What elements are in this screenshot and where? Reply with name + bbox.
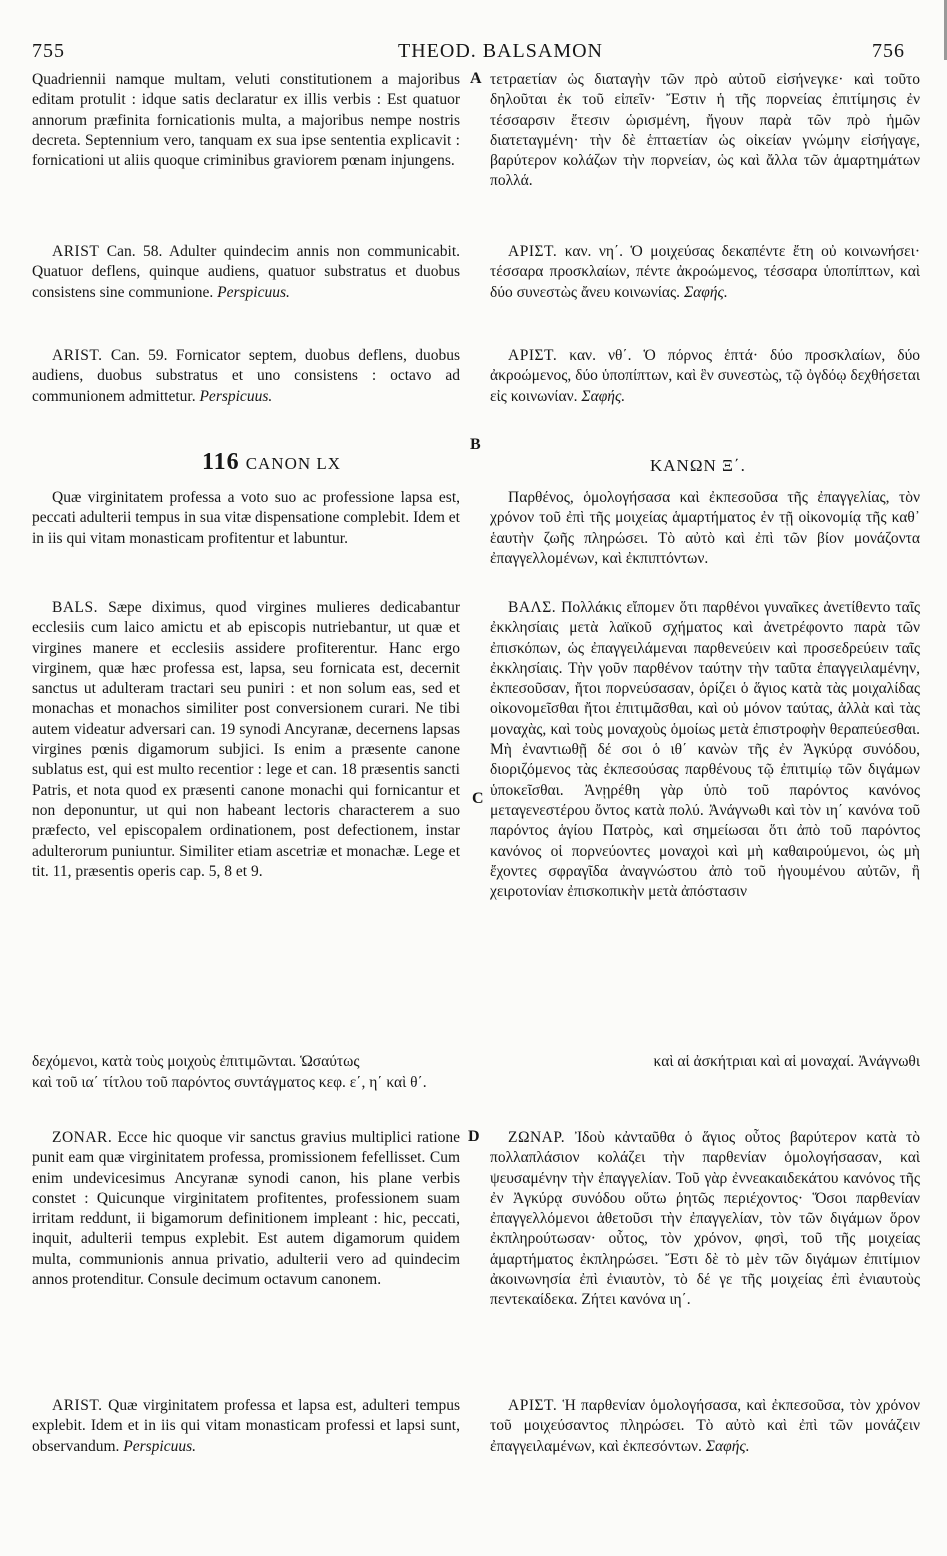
- greek-canon-text-block: [490, 488, 920, 569]
- latin-arist-59-text: Can. 59. Fornicator septem, duobus deflens, duobus audiens, duobus substratus et uno consistens : octavo ad communionem admittetur.: [32, 347, 460, 405]
- margin-marker-d: D: [468, 1128, 480, 1145]
- latin-arist-59-tag: Perspicuus.: [199, 387, 273, 405]
- greek-canon-text: Παρθένος, ὁμολογήσασα καὶ ἐκπεσοῦσα τῆς ἐπαγγελίας, τὸν χρόνον τοῦ ἐπὶ τῆς μοιχείας ἁμαρτήματος ἐν τῇ οἰκονομίᾳ τῆς καθ᾽ ἑαυτὴν ζωῆς πληρώσει. Τὸ αὐτὸ καὶ ἐπὶ τῶν βίον μονάζοντα ἐπαγγελλομένων, καὶ ἐκπιπτόντων.: [490, 489, 920, 567]
- bridge-line-2-text: καὶ τοῦ ια΄ τίτλου τοῦ παρόντος συντάγματος κεφ. ε΄, η΄ καὶ θ΄.: [32, 1074, 427, 1091]
- greek-bals-label: ΒΑΛΣ.: [508, 599, 557, 616]
- latin-canon-text-block: [32, 488, 460, 549]
- greek-intro-text: τετραετίαν ὡς διαταγὴν τῶν πρὸ αὐτοῦ εἰσήνεγκε· καὶ τοῦτο δηλοῦται ἐκ τοῦ εἰπεῖν· Ἔστιν ἡ τῆς πορνείας ἐπιτίμησις ἐν τέσσαρσιν ἔτεσιν ὡρισμένη, ἤγουν παρὰ τῶν πρὸ ἡμῶν διατεταγμένη· τὴν δὲ ἑπταετίαν ὡς οἰκείαν γνώμην εἰσήγαγε, βαρύτερον κολάζων τὴν πορνείαν, ὡς καὶ ἄλλα τῶν ἁμαρτημάτων πολλά.: [490, 71, 920, 190]
- greek-arist-59-text: καν. νθ΄. Ὁ πόρνος ἑπτά· δύο προσκλαίων, δύο ἀκροώμενος, δύο ὑποπίπτων, καὶ ἓν συνεστὼς, τῷ ὀγδόῳ δεχθήσεται εἰς κοινωνίαν.: [490, 347, 920, 405]
- latin-arist-end: [32, 1396, 460, 1457]
- latin-arist-end-text: Quæ virginitatem professa et lapsa est, adulteri tempus explebit. Idem et in iis qui vitam monasticam professi et lapsi sunt, observandum.: [32, 1397, 460, 1455]
- greek-canon-heading: [650, 456, 746, 476]
- greek-arist-end-label: ΑΡΙΣΤ.: [508, 1397, 558, 1414]
- latin-canon-text: Quæ virginitatem professa a voto suo ac professione lapsa est, peccati adulterii tempus in sua vitæ dispensatione complebit. Idem et in iis qui vitam monasticam profitentur et labuntur.: [32, 489, 460, 547]
- latin-bals: [32, 598, 460, 882]
- bridge-right-text: καὶ αἱ ἀσκήτριαι καὶ αἱ μοναχαί. Ἀνάγνωθι: [653, 1053, 920, 1070]
- latin-arist-58-text: Can. 58. Adulter quindecim annis non communicabit. Quatuor deflens, quinque audiens, quatuor substratus et duobus consistens sine communione.: [32, 243, 460, 301]
- latin-arist-59: [32, 346, 460, 407]
- latin-canon-heading: [202, 449, 342, 475]
- greek-arist-58-label: ΑΡΙΣΤ.: [508, 243, 558, 260]
- greek-bals-text: Πολλάκις εἴπομεν ὅτι παρθένοι γυναῖκες ἀνετίθεντο ταῖς ἐκκλησίαις μετὰ λαϊκοῦ σχήματος καὶ ἀνετρέφοντο παρὰ τῶν ἐπισκόπων, ὡς ἐπαγγειλάμεναι παρθενεύειν καὶ προσεδρεύειν ταῖς ἐκκλησίαις. Τὴν γοῦν παρθένον ταύτην τὴν ταῦτα ἐπαγγειλαμένην, ἐκπεσοῦσαν, ἤτοι πορνεύσασαν, ὁρίζει ὁ ἅγιος κατὰ τὰς μοιχαλίδας οἰκονομεῖσθαι ἤτοι ἐπιτιμᾶσθαι, καὶ οὐ μόνον ταύτας, ἀλλὰ καὶ τὰς μοναχὰς, καὶ τοὺς μοναχοὺς ὁμοίως μετὰ ἐπιστροφὴν θεραπεύεσθαι. Μὴ ἐναντιωθῇ δέ σοι ὁ ιθ΄ κανὼν τῆς ἐν Ἀγκύρᾳ συνόδου, διοριζόμενος τὰς ἐκπεσούσας παρθένους τῷ ἐπιτιμίῳ τῶν διγάμων ὑποκεῖσθαι. Ἀνῃρέθη γὰρ ὑπὸ τοῦ παρόντος κανόνος μεταγενεστέρου ὄντος κατὰ πολύ. Ἀνάγνωθι καὶ τὸν ιη΄ κανόνα τοῦ παρόντος ἁγίου Πατρὸς, καὶ σημείωσαι ὅτι ἀπὸ τοῦ παρόντος κανόνος οἱ πορνεύοντες μοναχοὶ καὶ μὴ καθαιρούμενοι, ὡς μὴ ἔχοντες σφραγῖδα ἀναγνώστου ἀπὸ τοῦ ἡγουμένου αὐτῶν, ἢ χειροτονίαν ἐπισκοπικὴν μετὰ ἀπόστασιν: [490, 599, 921, 901]
- greek-arist-end-text: Ἡ παρθενίαν ὁμολογήσασα, καὶ ἐκπεσοῦσα, τὸν χρόνον τοῦ μοιχεύσαντος πληρώσει. Τὸ αὐτὸ καὶ ἐπὶ τῶν μονάζειν ἐπαγγειλαμένων, καὶ ἐκπεσόντων.: [490, 1397, 920, 1455]
- greek-arist-end: [490, 1396, 920, 1457]
- greek-arist-58: [490, 242, 920, 303]
- latin-arist-end-label: ARIST.: [52, 1397, 103, 1414]
- bridge-line-1: [32, 1052, 920, 1072]
- greek-canon-title: ΚΑΝΩΝ Ξ΄.: [650, 456, 746, 475]
- greek-arist-59-tag: Σαφής.: [581, 387, 626, 405]
- greek-zonar-label: ΖΩΝΑΡ.: [508, 1129, 566, 1146]
- latin-intro: [32, 70, 460, 171]
- left-page-number: 755: [32, 40, 65, 62]
- running-title: THEOD. BALSAMON: [398, 40, 603, 62]
- greek-arist-58-tag: Σαφής.: [683, 283, 728, 301]
- bridge-line-2: [32, 1073, 920, 1093]
- latin-arist-58: [32, 242, 460, 303]
- greek-arist-58-text: καν. νη΄. Ὁ μοιχεύσας δεκαπέντε ἔτη οὐ κοινωνήσει· τέσσαρα προσκλαίων, πέντε ἀκροώμενος, τέσσαρα ὑποπίπτων, καὶ δύο συνεστὼς ἄνευ κοινωνίας.: [490, 243, 920, 301]
- greek-arist-59-label: ΑΡΙΣΤ.: [508, 347, 558, 364]
- greek-intro: [490, 70, 920, 192]
- greek-arist-59: [490, 346, 920, 407]
- margin-marker-a: A: [470, 70, 482, 87]
- greek-zonar-text: Ἰδοὺ κἀνταῦθα ὁ ἅγιος οὗτος βαρύτερον κατὰ τὸ πολλαπλάσιον κολάζει τὴν παρθενίαν ὁμολογήσασαν, καὶ ψευσαμένην τὴν ἐπαγγελίαν. Τοῦ γὰρ ἐννεακαιδεκάτου κανόνος τῆς ἐν Ἀγκύρᾳ συνόδου οὕτω ῥητῶς περιέχοντος· Ὅσοι παρθενίαν ἐπαγγελλόμενοι ἀθετοῦσι τὴν ἐπαγγελίαν, τὸν τῶν διγάμων ὅρον ἐκπληρούτωσαν· οὗτος, τὸν χρόνον, φησὶ, τοῦ τῆς μοιχείας ἁμαρτήματος ἐκπληρώσει. Ἔστι δὲ τὸ μὲν τῶν διγάμων ἐπιτίμιον ἀκοινωνησία ἐπὶ ἐνιαυτὸν, τὸ δέ γε τῆς μοιχείας ἐπὶ ἐνιαυτοὺς πεντεκαίδεκα. Ζήτει κανόνα ιη΄.: [490, 1129, 920, 1309]
- latin-bals-label: BALS.: [52, 599, 98, 616]
- latin-arist-end-tag: Perspicuus.: [123, 1437, 197, 1455]
- latin-intro-text: Quadriennii namque multam, veluti constitutionem a majoribus editam protulit : idque satis declaratur ex illis verbis : Est quatuor annorum præfinita fornicationis multa, a majoribus nempe nostris decreta. Septennium vero, tanquam ex sua ipse sententia explicavit : fornicationi ut aliis quoque criminibus graviorem pœnam injungens.: [32, 71, 460, 170]
- greek-bals: [490, 598, 920, 902]
- latin-arist-58-label: ARIST: [52, 243, 100, 260]
- margin-marker-b: B: [470, 436, 481, 453]
- canon-number: 116: [202, 449, 240, 475]
- latin-canon-title: CANON LX: [245, 454, 342, 473]
- bridge-left-text: δεχόμενοι, κατὰ τοὺς μοιχοὺς ἐπιτιμῶνται. Ὡσαύτως: [32, 1053, 360, 1070]
- latin-arist-58-tag: Perspicuus.: [217, 283, 290, 301]
- latin-arist-59-label: ARIST.: [52, 347, 103, 364]
- margin-marker-c: C: [472, 790, 484, 807]
- latin-bals-text: Sæpe diximus, quod virgines mulieres dedicabantur ecclesiis cum laico amictu et ab episcopis nutriebantur, ut quæ et virgines manere et ecclesiis assidere profiterentur. Hanc ergo virginem, quæ hæc professa est, lapsa, seu fornicata est, decernit sanctus ut adulteram tractari seu puniri : et non solum eas, sed et monachas et monachos similiter post conversionem curari. Ne tibi autem videatur adversari can. 19 synodi Ancyranæ, decernens lapsas virgines pœnis digamorum subjici. Is enim a præsente canone sublatus est, qui est multo recentior : lege et can. 18 præsentis sancti Patris, et nota quod ex præsenti canone monachi qui fornicantur et non deponuntur, ut qui non habeant lectoris characterem a suo præfecto, vel episcopalem ordinationem, post defectionem, instar adulterorum puniuntur. Similiter etiam ascetriæ et monachæ. Lege et tit. 11, præsentis operis cap. 5, 8 et 9.: [32, 599, 460, 880]
- right-page-number: 756: [872, 40, 905, 62]
- greek-zonar: [490, 1128, 920, 1311]
- latin-zonar: [32, 1128, 460, 1290]
- latin-zonar-label: ZONAR.: [52, 1129, 113, 1146]
- greek-arist-end-tag: Σαφής.: [705, 1437, 750, 1455]
- latin-zonar-text: Ecce hic quoque vir sanctus gravius multiplici ratione punit eam quæ virginitatem professa, promissionem fefellisset. Cum enim undevicesimus Ancyranæ synodi canon, his plane verbis constet : Quicunque virginitatem profitentes, professionem suam irritam reddunt, ii bigamorum definitionem impleant : hic, peccati, inquit, adulterii tempus explebit. Est autem digamorum quidem multa, communionis annua privatio, adulterii vero ad quindecim annos protenditur. Consule decimum octavum canonem.: [32, 1129, 461, 1289]
